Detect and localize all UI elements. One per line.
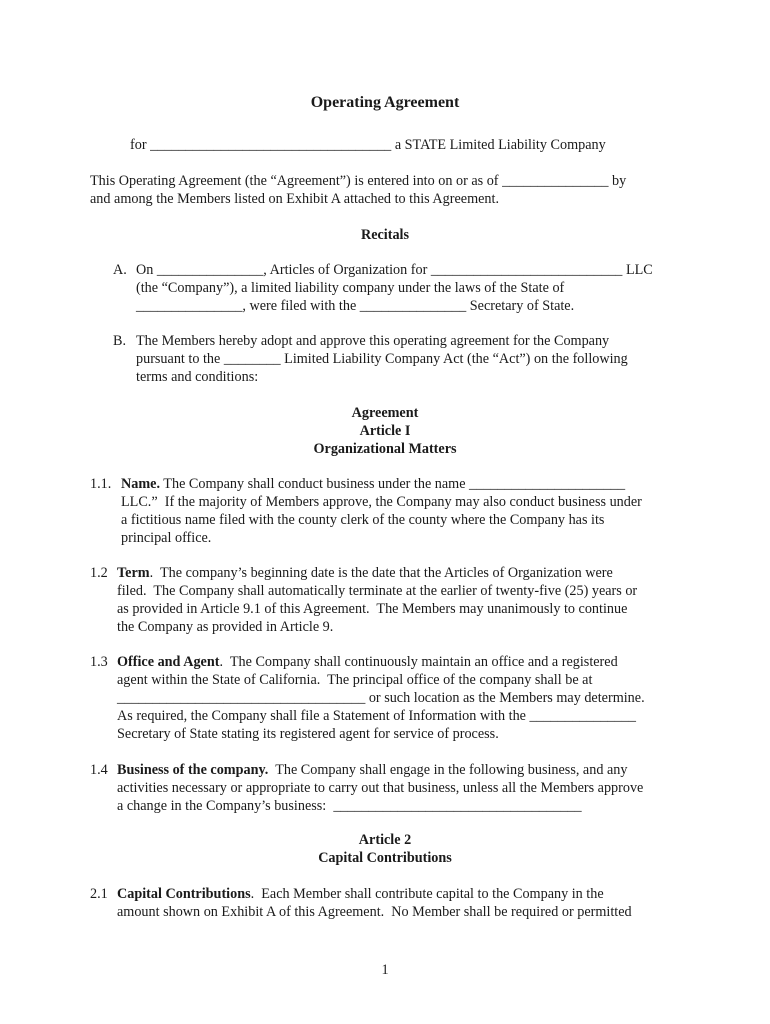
section-heading: Term [117, 565, 150, 581]
section-number: 1.1. [90, 476, 112, 492]
agreement-heading: Agreement [351, 405, 419, 421]
article-1-subheading: Organizational Matters [313, 441, 457, 457]
section-heading: Business of the company. [117, 762, 269, 778]
article-2-subheading: Capital Contributions [318, 850, 452, 866]
recital-line: The Members hereby adopt and approve this operating agreement for the Company [136, 333, 610, 349]
article-1-heading: Article I [359, 423, 411, 439]
section-text: As required, the Company shall file a Statement of Information with the _______________ [117, 708, 636, 724]
section-heading: Capital Contributions [117, 886, 251, 902]
recital-b [113, 332, 628, 386]
section-text: The Company shall engage in the following business, and any [268, 762, 628, 778]
section-text: LLC.” If the majority of Members approve, the Company may also conduct business under [121, 494, 642, 510]
section-text: as provided in Article 9.1 of this Agreement. The Members may unanimously to continue [117, 601, 628, 617]
document-title: Operating Agreement [310, 94, 460, 111]
section-text: principal office. [121, 530, 212, 546]
section-text: Secretary of State stating its registered agent for service of process. [117, 726, 499, 742]
intro-line: This Operating Agreement (the “Agreement”) is entered into on or as of _______________ by [90, 173, 627, 189]
recital-line: _______________, were filed with the _______________ Secretary of State. [136, 298, 575, 314]
section-1-2 [90, 564, 637, 636]
section-text: . The Company shall continuously maintain an office and a registered [219, 654, 618, 670]
section-1-3 [90, 653, 645, 743]
section-text: amount shown on Exhibit A of this Agreement. No Member shall be required or permitted [117, 904, 632, 920]
section-1-1 [90, 475, 642, 547]
section-heading: Name. [121, 476, 161, 492]
section-text: the Company as provided in Article 9. [117, 619, 334, 635]
section-text: a change in the Company’s business: ___________________________________ [117, 798, 582, 814]
intro-line: and among the Members listed on Exhibit A attached to this Agreement. [90, 191, 499, 207]
company-name-line: for __________________________________ a STATE Limited Liability Company [130, 137, 606, 153]
section-text: agent within the State of California. The principal office of the company shall be at [117, 672, 593, 688]
recital-line: (the “Company”), a limited liability company under the laws of the State of [136, 280, 565, 296]
section-text: The Company shall conduct business under the name ______________________ [160, 476, 626, 492]
section-text: filed. The Company shall automatically terminate at the earlier of twenty-five (25) years or [117, 583, 638, 599]
section-number: 1.4 [90, 762, 108, 778]
section-text: . The company’s beginning date is the date that the Articles of Organization were [149, 565, 613, 581]
section-text: . Each Member shall contribute capital to the Company in the [250, 886, 604, 902]
recital-line: terms and conditions: [136, 369, 259, 385]
recital-a [113, 261, 653, 315]
section-number: 1.3 [90, 654, 108, 670]
section-number: 1.2 [90, 565, 108, 581]
intro-paragraph [90, 172, 690, 208]
section-text: ___________________________________ or such location as the Members may determine. [117, 690, 645, 706]
recitals-heading: Recitals [360, 227, 410, 243]
section-text: a fictitious name filed with the county clerk of the county where the Company has its [121, 512, 605, 528]
section-2-1 [90, 885, 632, 921]
recital-line: pursuant to the ________ Limited Liability Company Act (the “Act”) on the following [136, 351, 628, 367]
section-number: 2.1 [90, 886, 108, 902]
recital-marker: B. [113, 333, 127, 349]
section-text: activities necessary or appropriate to carry out that business, unless all the Members approve [117, 780, 644, 796]
recital-marker: A. [113, 262, 127, 278]
article-2-heading: Article 2 [358, 832, 412, 848]
page-number: 1 [381, 962, 389, 978]
section-1-4 [90, 761, 643, 815]
recital-line: On _______________, Articles of Organization for ___________________________ LLC [136, 262, 653, 278]
section-heading: Office and Agent [117, 654, 220, 670]
